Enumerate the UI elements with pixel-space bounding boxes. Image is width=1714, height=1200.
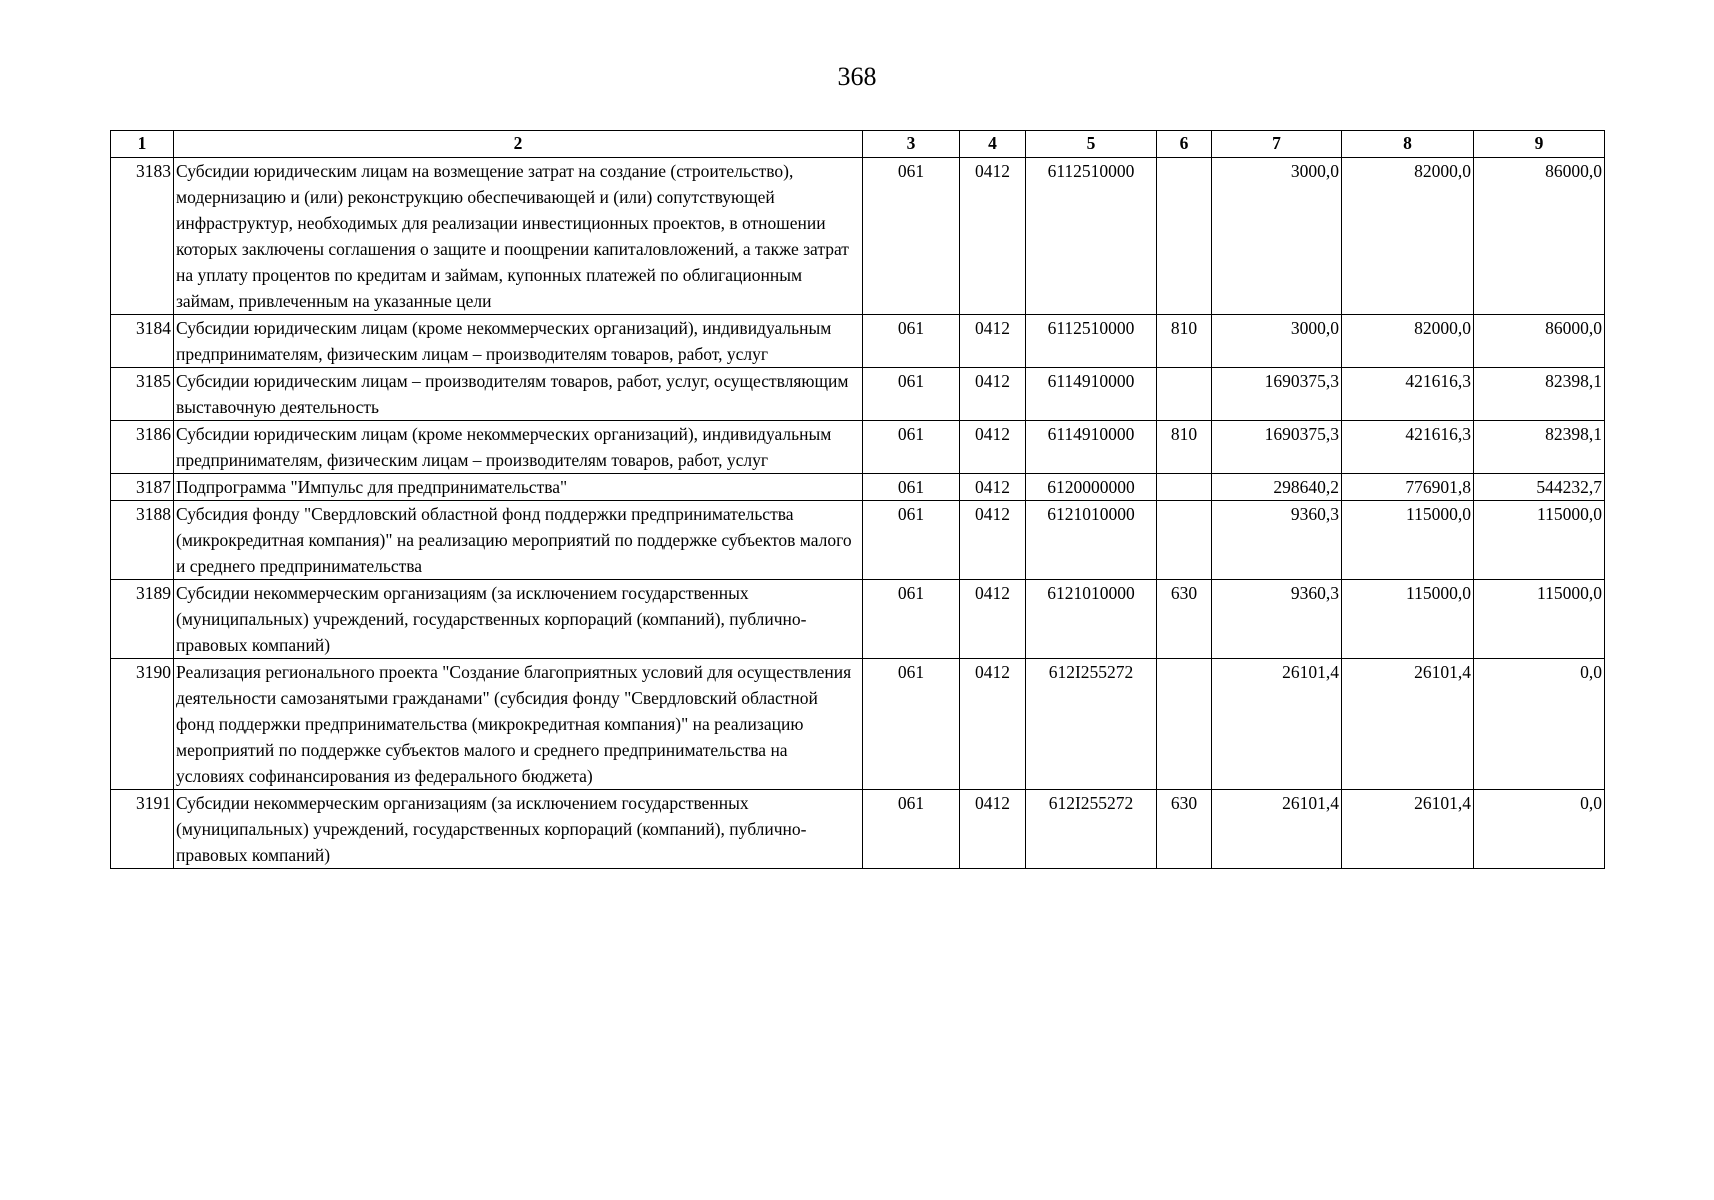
table-row (111, 501, 1605, 580)
amount-col-8: 26101,4 (1342, 790, 1474, 869)
section-code: 0412 (960, 659, 1026, 790)
row-name: Субсидии юридическим лицам – производителям товаров, работ, услуг, осуществляющим выставочную деятельность (174, 368, 863, 421)
section-code: 0412 (960, 421, 1026, 474)
amount-col-8: 776901,8 (1342, 474, 1474, 501)
section-code: 0412 (960, 158, 1026, 315)
expense-type-code: 810 (1157, 315, 1212, 368)
row-number: 3185 (111, 368, 174, 421)
table-row (111, 790, 1605, 869)
amount-col-8: 26101,4 (1342, 659, 1474, 790)
row-name: Субсидии некоммерческим организациям (за исключением государственных (муниципальных) учреждений, государственных корпораций (компаний), публично-правовых компаний) (174, 580, 863, 659)
expense-type-code (1157, 368, 1212, 421)
row-number: 3191 (111, 790, 174, 869)
table-row (111, 580, 1605, 659)
section-code: 0412 (960, 474, 1026, 501)
column-header: 9 (1474, 131, 1605, 158)
expense-type-code: 630 (1157, 580, 1212, 659)
amount-col-7: 1690375,3 (1212, 421, 1342, 474)
ministry-code: 061 (863, 659, 960, 790)
amount-col-9: 82398,1 (1474, 421, 1605, 474)
amount-col-9: 86000,0 (1474, 315, 1605, 368)
row-number: 3187 (111, 474, 174, 501)
row-number: 3190 (111, 659, 174, 790)
target-article-code: 6114910000 (1026, 368, 1157, 421)
ministry-code: 061 (863, 790, 960, 869)
target-article-code: 6121010000 (1026, 580, 1157, 659)
expense-type-code (1157, 501, 1212, 580)
table-row (111, 158, 1605, 315)
expense-type-code (1157, 474, 1212, 501)
amount-col-7: 298640,2 (1212, 474, 1342, 501)
amount-col-8: 421616,3 (1342, 421, 1474, 474)
section-code: 0412 (960, 368, 1026, 421)
row-name: Реализация регионального проекта "Создание благоприятных условий для осуществления деятельности самозанятыми гражданами" (субсидия фонду "Свердловский областной фонд поддержки предпринимательства (микрокредитная компания)" на реализацию мероприятий по поддержке субъектов малого и среднего предпринимательства на условиях софинансирования из федерального бюджета) (174, 659, 863, 790)
page-number: 368 (837, 62, 877, 91)
expense-type-code (1157, 158, 1212, 315)
target-article-code: 6114910000 (1026, 421, 1157, 474)
row-name: Субсидии некоммерческим организациям (за исключением государственных (муниципальных) учреждений, государственных корпораций (компаний), публично-правовых компаний) (174, 790, 863, 869)
ministry-code: 061 (863, 580, 960, 659)
column-header: 1 (111, 131, 174, 158)
table-row (111, 368, 1605, 421)
section-code: 0412 (960, 501, 1026, 580)
amount-col-9: 0,0 (1474, 790, 1605, 869)
section-code: 0412 (960, 790, 1026, 869)
row-name: Субсидия фонду "Свердловский областной фонд поддержки предпринимательства (микрокредитная компания)" на реализацию мероприятий по поддержке субъектов малого и среднего предпринимательства (174, 501, 863, 580)
amount-col-7: 3000,0 (1212, 315, 1342, 368)
table-header-row (111, 131, 1605, 158)
ministry-code: 061 (863, 158, 960, 315)
column-header: 2 (174, 131, 863, 158)
column-header: 5 (1026, 131, 1157, 158)
ministry-code: 061 (863, 474, 960, 501)
target-article-code: 6112510000 (1026, 158, 1157, 315)
amount-col-8: 115000,0 (1342, 501, 1474, 580)
column-header: 7 (1212, 131, 1342, 158)
table-row (111, 474, 1605, 501)
amount-col-7: 26101,4 (1212, 659, 1342, 790)
row-name: Подпрограмма "Импульс для предпринимательства" (174, 474, 863, 501)
section-code: 0412 (960, 580, 1026, 659)
row-number: 3188 (111, 501, 174, 580)
target-article-code: 6112510000 (1026, 315, 1157, 368)
row-number: 3189 (111, 580, 174, 659)
column-header: 8 (1342, 131, 1474, 158)
amount-col-8: 82000,0 (1342, 315, 1474, 368)
ministry-code: 061 (863, 315, 960, 368)
target-article-code: 612I255272 (1026, 659, 1157, 790)
amount-col-8: 82000,0 (1342, 158, 1474, 315)
row-number: 3186 (111, 421, 174, 474)
column-header: 4 (960, 131, 1026, 158)
ministry-code: 061 (863, 501, 960, 580)
section-code: 0412 (960, 315, 1026, 368)
table-row (111, 659, 1605, 790)
target-article-code: 6121010000 (1026, 501, 1157, 580)
amount-col-7: 1690375,3 (1212, 368, 1342, 421)
target-article-code: 6120000000 (1026, 474, 1157, 501)
amount-col-8: 421616,3 (1342, 368, 1474, 421)
column-header: 6 (1157, 131, 1212, 158)
budget-table (110, 130, 1605, 869)
row-name: Субсидии юридическим лицам на возмещение затрат на создание (строительство), модернизацию и (или) реконструкцию обеспечивающей и (или) сопутствующей инфраструктур, необходимых для реализации инвестиционных проектов, в отношении которых заключены соглашения о защите и поощрении капиталовложений, а также затрат на уплату процентов по кредитам и займам, купонных платежей по облигационным займам, привлеченным на указанные цели (174, 158, 863, 315)
expense-type-code (1157, 659, 1212, 790)
amount-col-7: 3000,0 (1212, 158, 1342, 315)
target-article-code: 612I255272 (1026, 790, 1157, 869)
amount-col-9: 0,0 (1474, 659, 1605, 790)
table-row (111, 421, 1605, 474)
expense-type-code: 630 (1157, 790, 1212, 869)
row-number: 3183 (111, 158, 174, 315)
column-header: 3 (863, 131, 960, 158)
amount-col-9: 544232,7 (1474, 474, 1605, 501)
amount-col-7: 26101,4 (1212, 790, 1342, 869)
expense-type-code: 810 (1157, 421, 1212, 474)
ministry-code: 061 (863, 368, 960, 421)
row-number: 3184 (111, 315, 174, 368)
row-name: Субсидии юридическим лицам (кроме некоммерческих организаций), индивидуальным предпринимателям, физическим лицам – производителям товаров, работ, услуг (174, 421, 863, 474)
amount-col-7: 9360,3 (1212, 580, 1342, 659)
amount-col-7: 9360,3 (1212, 501, 1342, 580)
amount-col-9: 115000,0 (1474, 501, 1605, 580)
amount-col-9: 115000,0 (1474, 580, 1605, 659)
table-row (111, 315, 1605, 368)
amount-col-9: 86000,0 (1474, 158, 1605, 315)
row-name: Субсидии юридическим лицам (кроме некоммерческих организаций), индивидуальным предпринимателям, физическим лицам – производителям товаров, работ, услуг (174, 315, 863, 368)
ministry-code: 061 (863, 421, 960, 474)
amount-col-9: 82398,1 (1474, 368, 1605, 421)
amount-col-8: 115000,0 (1342, 580, 1474, 659)
